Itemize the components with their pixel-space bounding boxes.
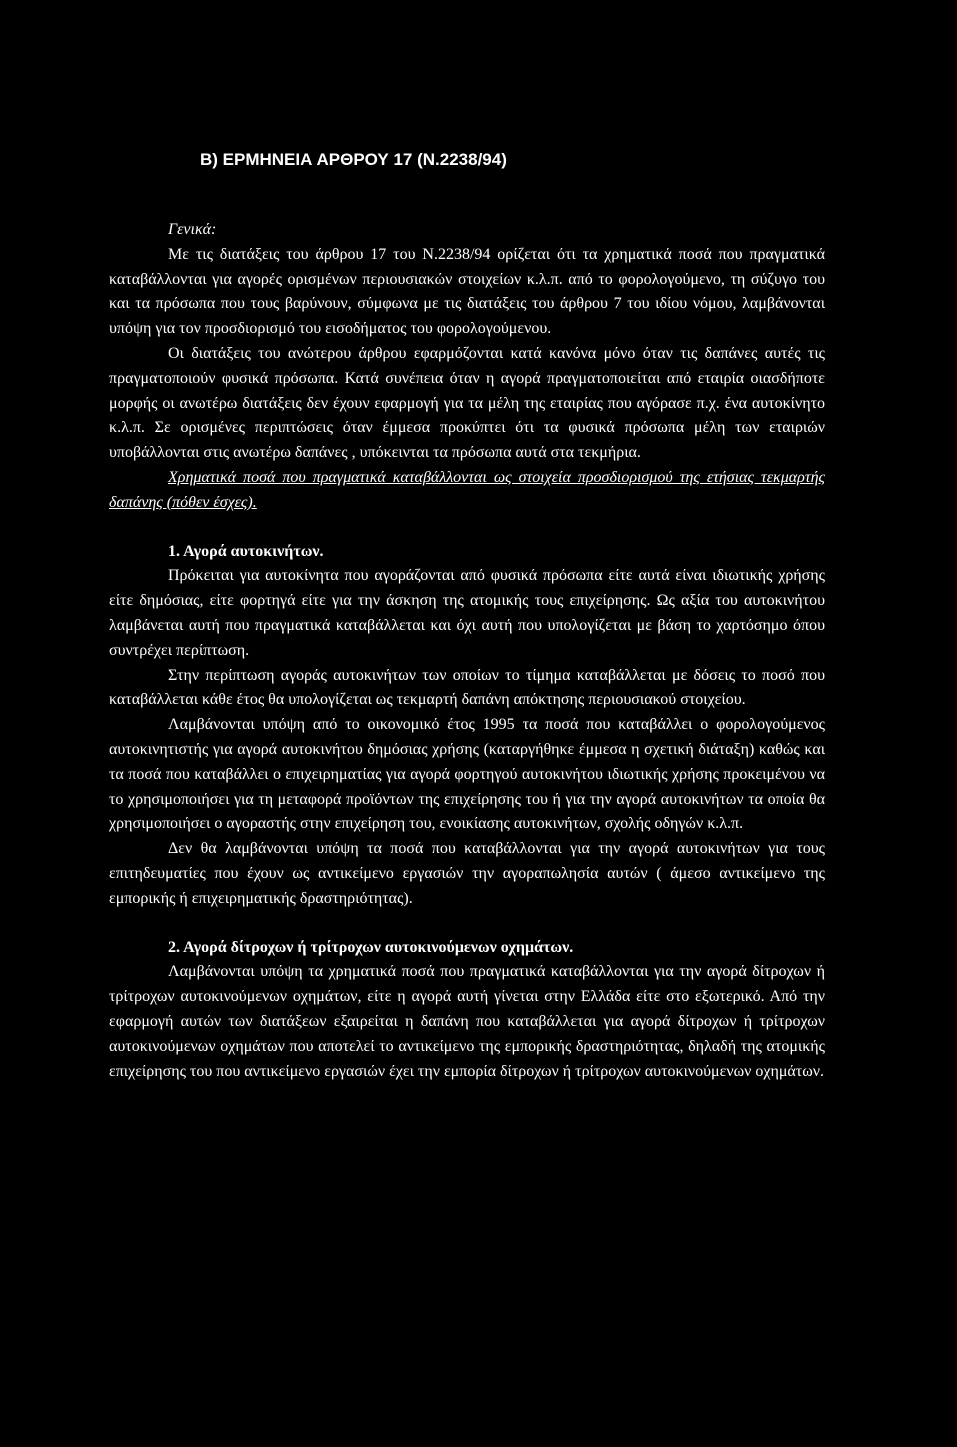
section-1-paragraph-4: Δεν θα λαμβάνονται υπόψη τα ποσά που καταβάλλονται για την αγορά αυτοκινήτων για τους επιτηδευματίες που έχουν ως αντικείμενο εργασιών την αγοραπωλησία αυτών ( άμεσο αντικείμενο της εμπορικής ή επιχειρηματικής δραστηριότητας).: [109, 840, 825, 907]
section-1-paragraph-1: Πρόκειται για αυτοκίνητα που αγοράζονται από φυσικά πρόσωπα είτε αυτά είναι ιδιωτικής χρήσης είτε δημόσιας, είτε φορτηγά είτε για την άσκηση της ατομικής τους επιχείρησης. Ως αξία του αυτοκινήτου λαμβάνεται αυτή που πραγματικά καταβάλλεται και όχι αυτή που υπολογίζεται με βάση το χαρτόσημο όπου συντρέχει περίπτωση.: [109, 567, 825, 659]
section-1-paragraph-2: Στην περίπτωση αγοράς αυτοκινήτων των οποίων το τίμημα καταβάλλεται με δόσεις το ποσό που καταβάλλεται κάθε έτος θα υπολογίζεται ως τεκμαρτή δαπάνη απόκτησης περιουσιακού στοιχείου.: [109, 666, 825, 709]
intro-paragraph-3: Χρηματικά ποσά που πραγματικά καταβάλλονται ως στοιχεία προσδιορισμού της ετήσιας τεκμαρτής δαπάνης (πόθεν έσχες).: [109, 468, 825, 511]
intro-paragraph-1: Με τις διατάξεις του άρθρου 17 του Ν.2238/94 ορίζεται ότι τα χρηματικά ποσά που πραγματικά καταβάλλονται για αγορές ορισμένων περιουσιακών στοιχείων κ.λ.π. από το φορολογούμενο, τη σύζυγο του και τα πρόσωπα που τους βαρύνουν, σύμφωνα με τις διατάξεις του άρθρου 7 του ιδίου νόμου, λαμβάνονται υπόψη για τον προσδιορισμό του εισοδήματος του φορολογούμενου.: [109, 245, 825, 338]
document-body: [109, 218, 825, 1084]
section-2-paragraph-1: Λαμβάνονται υπόψη τα χρηματικά ποσά που πραγματικά καταβάλλονται για την αγορά δίτροχων ή τρίτροχων αυτοκινούμενων οχημάτων, είτε η αγορά αυτή γίνεται στην Ελλάδα είτε στο εξωτερικό. Από την εφαρμογή αυτών των διατάξεων εξαιρείται η δαπάνη που καταβάλλεται για αγορά δίτροχων ή τρίτροχων αυτοκινούμενων οχημάτων που αποτελεί το αντικείμενο της εμπορικής δραστηριότητας, δηλαδή της ατομικής επιχείρησης του που αντικείμενο εργασιών έχει την εμπορία δίτροχων ή τρίτροχων αυτοκινούμενων οχημάτων.: [109, 963, 825, 1080]
intro-paragraph-2: Οι διατάξεις του ανώτερου άρθρου εφαρμόζονται κατά κανόνα μόνο όταν τις δαπάνες αυτές τις πραγματοποιούν φυσικά πρόσωπα. Κατά συνέπεια όταν η αγορά πραγματοποιείται από εταιρία οιασδήποτε μορφής οι ανωτέρω διατάξεις δεν έχουν εφαρμογή για τα μέλη της εταιρίας που αγόρασε π.χ. ένα αυτοκίνητο κ.λ.π. Σε ορισμένες περιπτώσεις όταν έμμεσα προκύπτει ότι τα φυσικά πρόσωπα μέλη των εταιριών υποβάλλονται στις ανωτέρω δαπάνες , υπόκεινται τα πρόσωπα αυτά στα τεκμήρια.: [109, 344, 825, 462]
section-2-heading: 2. Αγορά δίτροχων ή τρίτροχων αυτοκινούμενων οχημάτων.: [168, 938, 574, 956]
section-1-paragraph-3: Λαμβάνονται υπόψη από το οικονομικό έτος 1995 τα ποσά που καταβάλλει ο φορολογούμενος αυτοκινητιστής για αγορά αυτοκινήτου δημόσιας χρήσης (καταργήθηκε έμμεσα η σχετική διάταξη) καθώς και τα ποσά που καταβάλλει ο επιχειρηματίας για αγορά φορτηγού αυτοκινήτου ιδιωτικής χρήσης προκειμένου να το χρησιμοποιήσει για τη μεταφορά προϊόντων της επιχείρησης του ή για την αγορά αυτοκινήτων τα οποία θα χρησιμοποιήσει ο αγοραστής στην επιχείρηση του, ενοικίασης αυτοκινήτων, σχολής οδηγών κ.λ.π.: [109, 716, 825, 833]
section-1-heading: 1. Αγορά αυτοκινήτων.: [168, 542, 324, 560]
document-title: Β) ΕΡΜΗΝΕΙΑ ΑΡΘΡΟΥ 17 (Ν.2238/94): [200, 150, 507, 169]
general-heading: Γενικά:: [168, 221, 217, 238]
